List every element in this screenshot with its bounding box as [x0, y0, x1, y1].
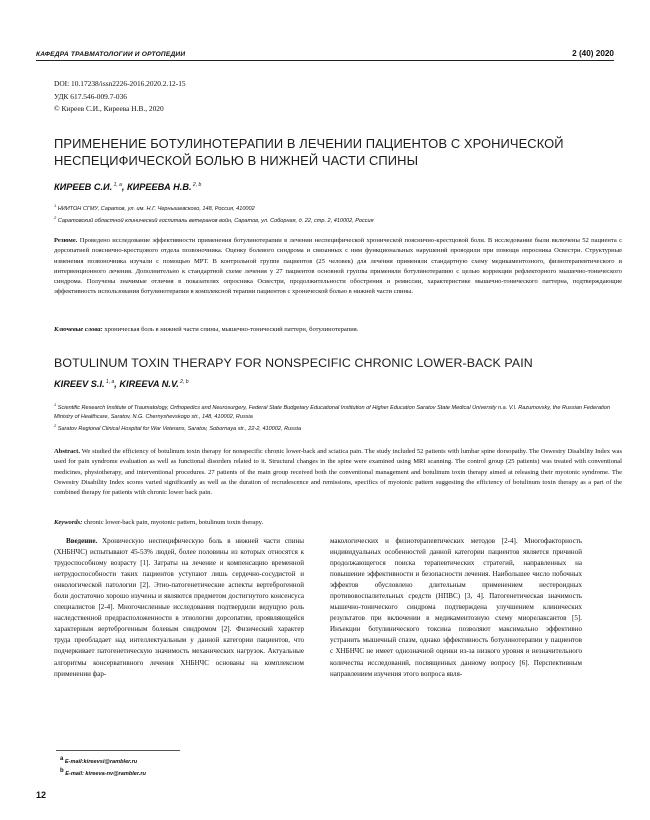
affiliation-2-text: Saratov Regional Clinical Hospital for War Veterans, Saratov, Sobornaya str., 22-2, 410002, Russia	[56, 425, 302, 432]
footnote-rule	[56, 750, 180, 751]
abstract-ru	[54, 236, 622, 298]
abstract-en	[54, 447, 622, 498]
copyright: © Киреев С.И., Киреева Н.В., 2020	[54, 104, 164, 114]
abstract-label: Резюме.	[54, 237, 78, 244]
footnote-b-mark: b	[60, 768, 64, 774]
email-a: E-mail:kireevsi@rambler.ru	[63, 758, 138, 765]
header-rule	[36, 60, 614, 61]
abstract-text: Проведено исследование эффективности применения ботулинотерапии в лечении неспецифической хронической пояснично-крестцовой боли. В исследование были включены 52 пациента с дорсопатией пояснично-крестцового отдела позвоночника. Оценку болевого синдрома и связанных с ним функциональных нарушений проводили при помощи опросника Освестри. Структурные изменения позвоночника изучали с помощью МРТ. В контрольной группе пациентов (25 человек) для лечения применяли стандартную схему медикаментозного, физиотерапевтического и интервенционного лечения. Дополнительно к стандартной схеме лечения у 27 пациентов основной группы применяли ботулинотерапию с целью коррекции рефлекторного мышечно-тонического синдрома. Получены значимые отличия в показателях опросника Освестри, продолжительности обострения и ремиссии, характеристике мышечно-тонического паттерна, подтверждающие эффективность использования ботулинотерапии в комплексной терапии пациентов с хронической болью в нижней части спины.	[54, 237, 622, 296]
author-1-sup: 1, a	[112, 182, 122, 188]
footnote-email-a	[60, 756, 137, 765]
author-1: KIREEV S.I.	[54, 379, 105, 390]
affiliations-en	[54, 401, 622, 433]
intro-label: Введение.	[66, 537, 98, 545]
author-1-sup: 1, a	[104, 379, 115, 385]
affiliation-2	[54, 214, 622, 226]
abstract-label: Abstract.	[54, 448, 80, 455]
author-2-sup: 2, b	[191, 182, 202, 188]
authors-ru	[54, 182, 201, 192]
keywords-text: chronic lower-back pain, myotonic pattern, botulinum toxin therapy.	[82, 519, 264, 526]
keywords-label: Keywords:	[54, 519, 83, 526]
affiliation-1	[54, 401, 622, 422]
footnote-a-mark: a	[60, 756, 64, 762]
body-column-right: макологических и физиотерапевтических методов [2-4]. Многофакторность индивидуальных особенностей данной категории пациентов является причиной продолжающегося поиска терапевтических стратегий, направленных на повышение эффективности и безопасности лечения. Наибольшее число побочных эффектов обусловлено длительным применением нестероидных противовоспалительных средств (НПВС) [3, 4]. Патогенетическая значимость мышечно-тонического синдрома подтверждена улучшением клинических результатов при включении в медикаментозную схему миорелаксантов [5]. Инъекции ботулинического токсина позволяют максимально эффективно устранить мышечный спазм, однако эффективность ботулинотерапии у пациентов с ХНБНЧС не имеет однозначной оценки из-за низкого уровня и незначительного количества исследований, посвященных данному вопросу [6]. Перспективным направлением изучения этого вопроса явля-	[330, 537, 582, 678]
affiliation-2-num: 2	[54, 422, 57, 428]
author-2: КИРЕЕВА Н.В.	[127, 182, 192, 193]
author-separator: ,	[121, 182, 128, 193]
affiliation-1	[54, 202, 622, 214]
author-1: КИРЕЕВ С.И.	[54, 182, 113, 193]
title-en: BOTULINUM TOXIN THERAPY FOR NONSPECIFIC CHRONIC LOWER-BACK PAIN	[54, 356, 533, 370]
keywords-text: хроническая боль в нижней части спины, мышечно-тонический паттерн, ботулинотерапия.	[102, 326, 359, 333]
article-meta	[54, 78, 186, 116]
keywords-en	[54, 519, 622, 526]
page-number: 12	[36, 790, 47, 800]
author-2-sup: 2, b	[178, 379, 189, 385]
keywords-label: Ключевые слова:	[54, 326, 103, 333]
title-ru: ПРИМЕНЕНИЕ БОТУЛИНОТЕРАПИИ В ЛЕЧЕНИИ ПАЦИЕНТОВ С ХРОНИЧЕСКОЙ НЕСПЕЦИФИЧЕСКОЙ БОЛЬЮ В НИЖНЕЙ ЧАСТИ СПИНЫ	[54, 136, 564, 168]
affiliation-1-num: 1	[54, 203, 57, 208]
authors-en	[54, 379, 189, 389]
author-separator: ,	[114, 379, 120, 390]
abstract-text: We studied the efficiency of botulinum toxin therapy for nonspecific chronic lower-back and sciatica pain. The study included 52 patients with lumbar spine dorsopathy. The Oswestry Disability Index was used for pain syndrome evaluation as well as functional disorders related to it. Structural changes in the spine were examined using MRI scanning. The control group (25 patients) was treated with conventional medicines, physiotherapy, and interventional procedures. 27 patients of the main group received both the conventional management and botulinum toxin therapy aimed at releasing their myotonic syndrome. The Oswestry Disability Index scores varied significantly as well as the duration of recrudescence and remissions, specifics of myotonic pattern suggesting the efficiency of botulinum toxin therapy as a part of the combined therapy for patients with chronic lower back pain.	[54, 448, 622, 497]
email-b: E-mail: kireeva-nv@rambler.ru	[63, 770, 146, 777]
affiliation-1-num: 1	[54, 402, 57, 407]
affiliation-2-num: 2	[54, 214, 57, 220]
running-header	[36, 44, 614, 58]
affiliation-2-text: Саратовский областной клинический госпиталь ветеранов войн, Саратов, ул. Соборная, д. 22, стр. 2, 410002, Россия	[56, 217, 374, 224]
doi: DOI: 10.17238/issn2226-2016.2020.2.12-15	[54, 79, 186, 88]
udk: УДК 617.546-009.7-036	[54, 91, 127, 101]
journal-name: КАФЕДРА ТРАВМАТОЛОГИИ И ОРТОПЕДИИ	[36, 51, 186, 58]
issue-number: 2 (40) 2020	[572, 49, 614, 58]
body-column-left	[54, 536, 304, 680]
body-left-text: Хроническую неспецифическую боль в нижней части спины (ХНБНЧС) испытывают 45-53% людей, более половины из которых относятся к трудоспособному возрасту [1]. Затраты на лечение и компенсацию временной нетрудоспособности таких пациентов уступают лишь сердечно-сосудистой и онкологической патологии [2]. Этио-патогенетические аспекты вертеброгенной боли достаточно хорошо изучены и являются предметом достигнутого консенсуса специалистов [2-4]. Многочисленные исследования подтвердили ведущую роль наследственной предрасположенности в этиологии дорсопатии, проявляющейся характерным вертеброгенным болевым синдромом [2]. Физический характер труда преобладает над интеллектуальным у данной категории пациентов, что подчеркивает патогенетическую значимость механических нагрузок. Актуальные алгоритмы консервативного лечения ХНБНЧС основаны на комплексном применении фар-	[54, 537, 304, 678]
affiliation-2	[54, 422, 622, 434]
footnote-email-b	[60, 768, 146, 777]
keywords-ru	[54, 326, 622, 333]
author-2: KIREEVA N.V.	[119, 379, 179, 390]
affiliation-1-text: НИИТОН СГМУ, Саратов, ул. им. Н.Г. Чернышевского, 148, Россия, 410002	[56, 205, 255, 212]
affiliation-1-text: Scientific Research Institute of Traumatology, Orthopedics and Neurosurgery, Federal State Budgetary Educational Institution of Higher Education Saratov State Medical University n.a. V.I. Razumovsky, the Russian Federation Ministry of Healthcare, Saratov, N.G. Chernyshevskogo str., 148, 410002, Russia	[54, 404, 611, 420]
affiliations-ru	[54, 202, 622, 226]
